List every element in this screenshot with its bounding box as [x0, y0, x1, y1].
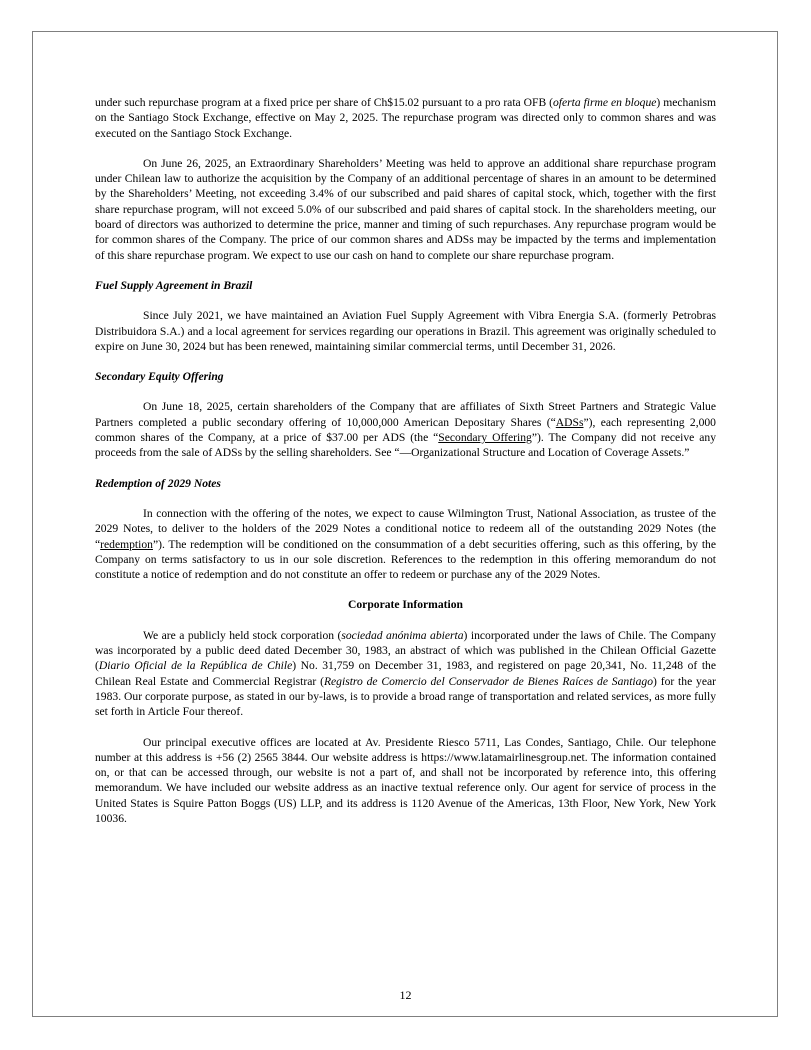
paragraph-extraordinary-meeting: On June 26, 2025, an Extraordinary Shareholders’ Meeting was held to approve an additional share repurchase program under Chilean law to authorize the acquisition by the Company of an additional percentage of shares in an amount to be determined by the Shareholders’ Meeting, not exceeding 3.4% of our subscribed and paid shares of capital stock, which, together with the first share repurchase program, will not exceed 5.0% of our subscribed and paid shares of capital stock. In the shareholders meeting, our board of directors was authorized to determine the price, manner and timing of such repurchases. Any repurchase program would be for common shares of the Company. The price of our common shares and ADSs may be impacted by the terms and implementation of this share repurchase program. We expect to use our cash on hand to complete our share repurchase program. [95, 156, 716, 262]
paragraph-corporate-incorporation: We are a publicly held stock corporation (sociedad anónima abierta) incorporated under the laws of Chile. The Company was incorporated by a public deed dated December 30, 1983, an abstract of which was published in the Chilean Official Gazette (Diario Oficial de la República de Chile) No. 31,759 on December 31, 1983, and registered on page 20,341, No. 11,248 of the Chilean Real Estate and Commercial Registrar (Registro de Comercio del Conservador de Bienes Raíces de Santiago) for the year 1983. Our corporate purpose, as stated in our by-laws, is to provide a broad range of transportation and related services, as more fully set forth in Article Four thereof. [95, 628, 716, 719]
defined-term-adss: ADSs [555, 415, 584, 429]
heading-corporate-information: Corporate Information [348, 598, 463, 612]
defined-term-secondary-offering: Secondary Offering [438, 431, 532, 445]
paragraph-repurchase-continued: under such repurchase program at a fixed price per share of Ch$15.02 pursuant to a pro rata OFB (oferta firme en bloque) mechanism on the Santiago Stock Exchange, effective on May 2, 2025. The repurchase program was directed only to common shares and was executed on the Santiago Stock Exchange. [95, 96, 717, 140]
page-number: 12 [399, 988, 412, 1002]
paragraph-redemption: In connection with the offering of the notes, we expect to cause Wilmington Trust, National Association, as trustee of the 2029 Notes, to deliver to the holders of the 2029 Notes a conditional notice to redeem all of the outstanding 2029 Notes (the “redemption”). The redemption will be conditioned on the consummation of a debt securities offering, such as this offering, by the Company on terms satisfactory to us in our sole discretion. References to the redemption in this offering memorandum do not constitute a notice of redemption and do not constitute an offer to redeem or purchase any of the 2029 Notes. [95, 506, 716, 582]
document-body [95, 95, 716, 826]
paragraph-fuel-supply: Since July 2021, we have maintained an Aviation Fuel Supply Agreement with Vibra Energia S.A. (formerly Petrobras Distribuidora S.A.) and a local agreement for services regarding our operations in Brazil. This agreement was originally scheduled to expire on June 30, 2024 but has been renewed, maintaining similar commercial terms, until December 31, 2026. [95, 309, 716, 353]
heading-fuel-supply: Fuel Supply Agreement in Brazil [95, 278, 253, 292]
paragraph-executive-offices: Our principal executive offices are located at Av. Presidente Riesco 5711, Las Condes, Santiago, Chile. Our telephone number at this address is +56 (2) 2565 3844. Our website address is https://www.latamairlinesgroup.net. The information contained on, or that can be accessed through, our website is not a part of, and shall not be incorporated by reference into, this offering memorandum. We have included our website address as an inactive textual reference only. Our agent for service of process in the United States is Squire Patton Boggs (US) LLP, and its address is 1120 Avenue of the Americas, 13th Floor, New York, New York 10036. [95, 735, 716, 825]
heading-secondary-offering: Secondary Equity Offering [95, 370, 224, 384]
defined-term-redemption: redemption [100, 537, 153, 551]
heading-redemption: Redemption of 2029 Notes [95, 476, 221, 490]
paragraph-secondary-offering: On June 18, 2025, certain shareholders of the Company that are affiliates of Sixth Street Partners and Strategic Value Partners completed a public secondary offering of 10,000,000 American Depositary Shares (“ADSs”), each representing 2,000 common shares of the Company, at a price of $37.00 per ADS (the “Secondary Offering”). The Company did not receive any proceeds from the sale of ADSs by the selling shareholders. See “—Organizational Structure and Location of Coverage Assets.” [95, 400, 716, 460]
